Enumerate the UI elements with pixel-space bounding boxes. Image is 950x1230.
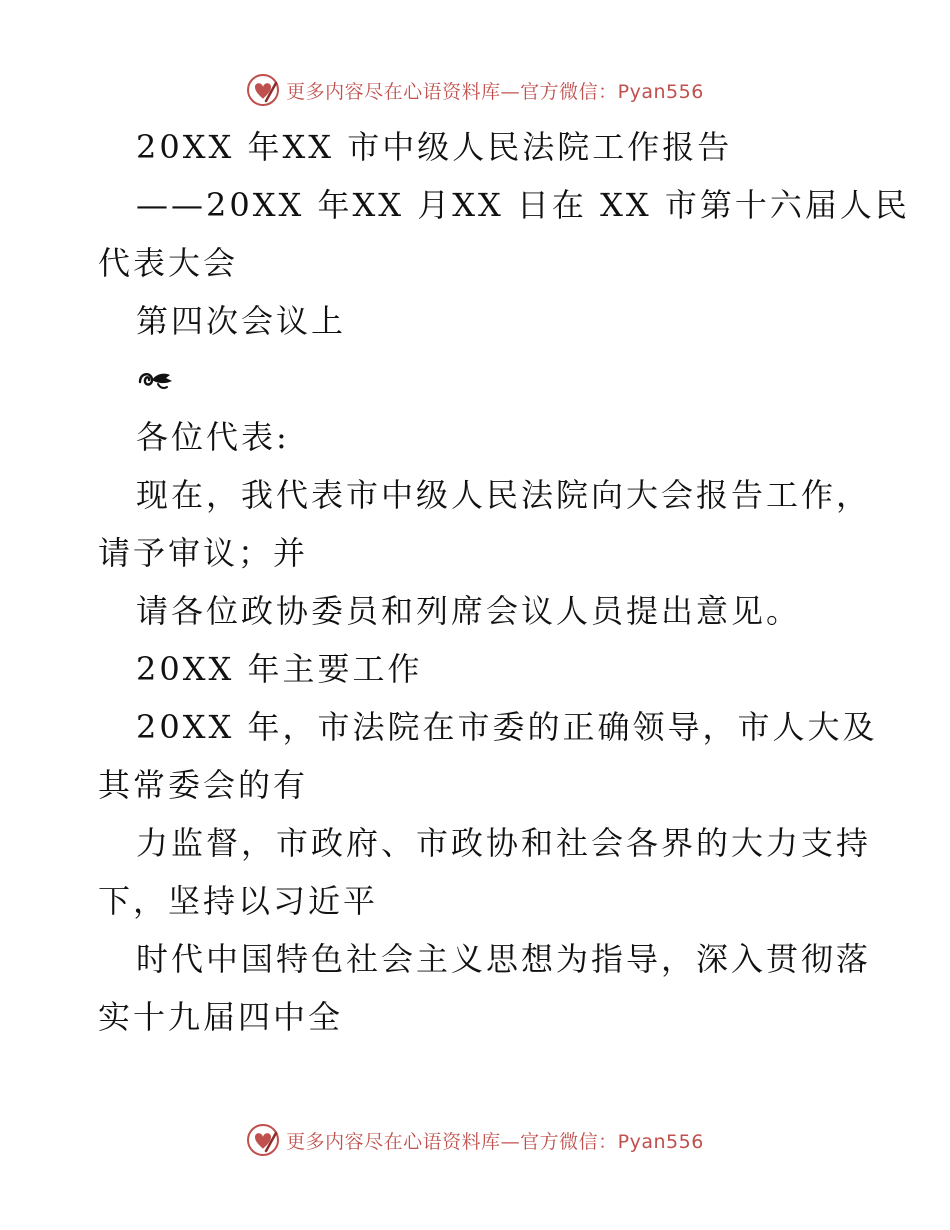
- ornament-line: [98, 350, 858, 408]
- document-body: [98, 118, 910, 1046]
- text-line: 下，坚持以习近平: [98, 882, 379, 920]
- section-heading: 20XX 年主要工作: [136, 650, 423, 688]
- heart-pen-logo-icon: [246, 1123, 280, 1157]
- header-banner: [0, 70, 950, 110]
- text-line: 代表大会: [98, 244, 239, 282]
- text-line: 20XX 年，市法院在市委的正确领导，市人大及: [136, 708, 878, 746]
- heart-pen-logo-icon: [246, 73, 280, 107]
- text-line: 请予审议；并: [98, 534, 309, 572]
- text-line: 第四次会议上: [136, 302, 347, 340]
- salutation: 各位代表:: [136, 418, 290, 456]
- report-subtitle: ——20XX 年XX 月XX 日在 XX 市第十六届人民: [136, 186, 910, 224]
- text-line: 力监督，市政府、市政协和社会各界的大力支持: [136, 824, 872, 862]
- text-line: 请各位政协委员和列席会议人员提出意见。: [136, 592, 802, 630]
- text-line: 实十九届四中全: [98, 998, 344, 1036]
- text-line: 时代中国特色社会主义思想为指导，深入贯彻落: [136, 940, 872, 978]
- banner-wechat-id: Pyan556: [617, 80, 704, 103]
- banner-text-main: 更多内容尽在心语资料库—官方微信：: [286, 1130, 618, 1153]
- text-line: 其常委会的有: [98, 766, 309, 804]
- banner-text-main: 更多内容尽在心语资料库—官方微信：: [286, 80, 618, 103]
- banner-wechat-id: Pyan556: [617, 1130, 704, 1153]
- report-title: 20XX 年XX 市中级人民法院工作报告: [136, 128, 733, 166]
- text-line: 现在，我代表市中级人民法院向大会报告工作，: [136, 476, 872, 514]
- footer-banner: [0, 1120, 950, 1160]
- fleuron-ornament-icon: [136, 366, 176, 392]
